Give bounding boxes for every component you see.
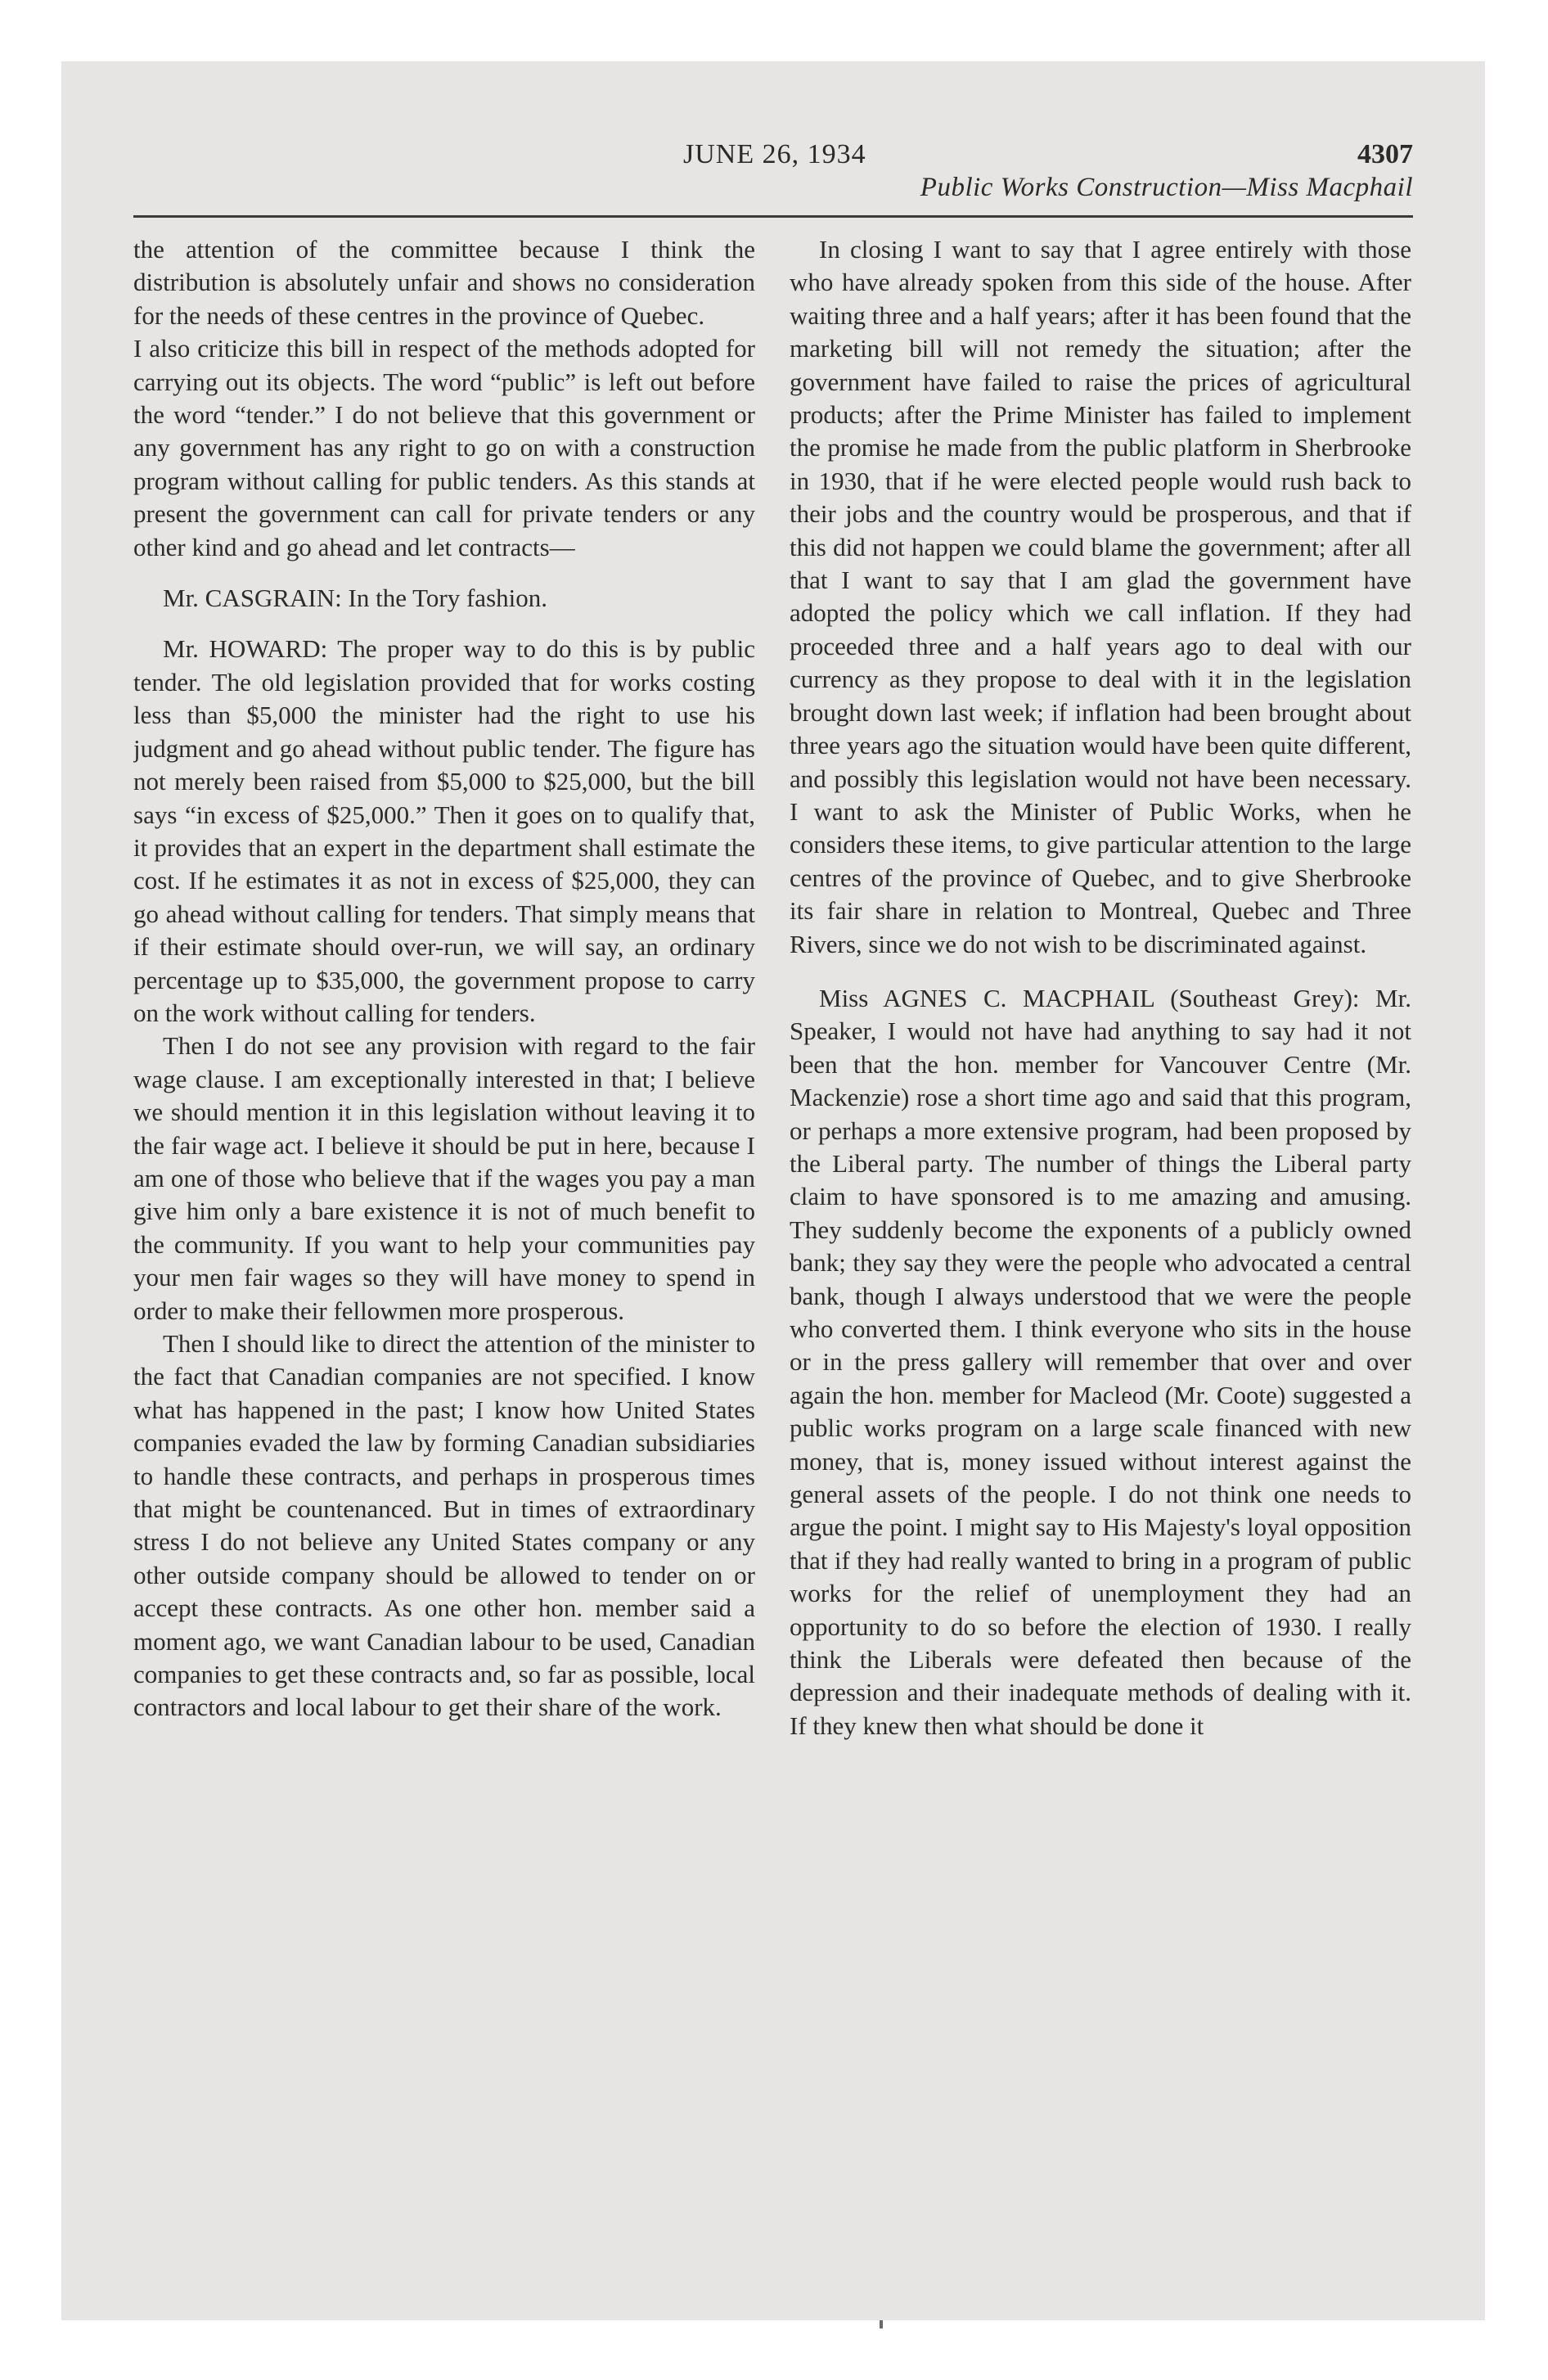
scanned-page xyxy=(61,61,1485,2320)
header-date: JUNE 26, 1934 xyxy=(683,139,866,169)
paragraph: Then I do not see any provision with regard to the fair wage clause. I am exceptionally interested in that; I believe we should mention it in this legislation without leaving it to the fair wage act. I believe it should be put in here, because I am one of those who believe that if the wages you pay a man give him only a bare existence it is not of much benefit to the community. If you want to help your communities pay your men fair wages so they will have money to spend in order to make their fellowmen more prosperous. xyxy=(133,1031,755,1325)
speaker-paragraph: Miss AGNES C. MACPHAIL (Southeast Grey): Mr. Speaker, I would not have had anything to say had it not been that the hon. member for Vancouver Centre (Mr. Mackenzie) rose a short time ago and said that this program, or perhaps a more extensive program, had been proposed by the Liberal party. The number of things the Liberal party claim to have sponsored is to me amazing and amusing. They suddenly become the exponents of a publicly owned bank; they say they were the people who advocated a central bank, though I always understood that we were the people who converted them. I think everyone who sits in the house or in the press gallery will remember that over and over again the hon. member for Macleod (Mr. Coote) suggested a public works program on a large scale financed with new money, that is, money issued without interest against the general assets of the people. I do not think one needs to argue the point. I might say to His Majesty's loyal opposition that if they had really wanted to bring in a program of public works for the relief of unemployment they had an opportunity to do so before the election of 1930. I really think the Liberals were defeated then because of the depression and their inadequate methods of dealing with it. If they knew then what should be done it xyxy=(790,983,1411,1740)
page-number: 4307 xyxy=(1357,139,1413,169)
scan-speck xyxy=(880,2320,883,2328)
paragraph: Then I should like to direct the attention of the minister to the fact that Canadian companies are not specified. I know what has happened in the past; I know how United States companies evaded the law by forming Canadian subsidiaries to handle these contracts, and perhaps in prosperous times that might be countenanced. But in times of extraordinary stress I do not believe any United States company or any other outside company should be allowed to tender on or accept these contracts. As one other hon. member said a moment ago, we want Canadian labour to be used, Canadian companies to get these contracts and, so far as possible, local contractors and local labour to get their share of the work. xyxy=(133,1329,755,1722)
left-column xyxy=(133,233,755,2296)
running-title: Public Works Construction—Miss Macphail xyxy=(920,173,1413,202)
right-column xyxy=(790,233,1411,2296)
paragraph: I also criticize this bill in respect of the methods adopted for carrying out its objects. The word “public” is left out before the word “tender.” I do not believe that this government or any government has any right to go on with a construction program without calling for public tenders. As this stands at present the government can call for private tenders or any other kind and go ahead and let contracts— xyxy=(133,334,755,561)
speaker-paragraph: Mr. HOWARD: The proper way to do this is by public tender. The old legislation provided that for works costing less than $5,000 the minister had the right to use his judgment and go ahead without public tender. The figure has not merely been raised from $5,000 to $25,000, but the bill says “in excess of $25,000.” Then it goes on to qualify that, it provides that an expert in the department shall estimate the cost. If he estimates it as not in excess of $25,000, they can go ahead without calling for tenders. That simply means that if their estimate should over-run, we will say, an ordinary percentage up to $35,000, the government propose to carry on the work without calling for tenders. xyxy=(133,634,755,1027)
paragraph: the attention of the committee because I think the distribution is absolutely unfair and shows no consideration for the needs of these centres in the province of Quebec. xyxy=(133,235,755,330)
speaker-paragraph: Mr. CASGRAIN: In the Tory fashion. xyxy=(163,584,547,613)
header-rule xyxy=(133,215,1413,218)
page-header xyxy=(61,61,1485,258)
paragraph: In closing I want to say that I agree entirely with those who have already spoken from this side of the house. After waiting three and a half years; after it has been found that the marketing bill will not remedy the situation; after the government have failed to raise the prices of agricultural products; after the Prime Minister has failed to implement the promise he made from the public platform in Sherbrooke in 1930, that if he were elected people would rush back to their jobs and the country would be prosperous, and that if this did not happen we could blame the government; after all that I want to say that I am glad the government have adopted the policy which we call inflation. If they had proceeded three and a half years ago to deal with our currency as they propose to deal with it in the legislation brought down last week; if inflation had been brought about three years ago the situation would have been quite different, and possibly this legislation would not have been necessary. I want to ask the Minister of Public Works, when he considers these items, to give particular attention to the large centres of the province of Quebec, and to give Sherbrooke its fair share in relation to Montreal, Quebec and Three Rivers, since we do not wish to be discriminated against. xyxy=(790,235,1411,958)
